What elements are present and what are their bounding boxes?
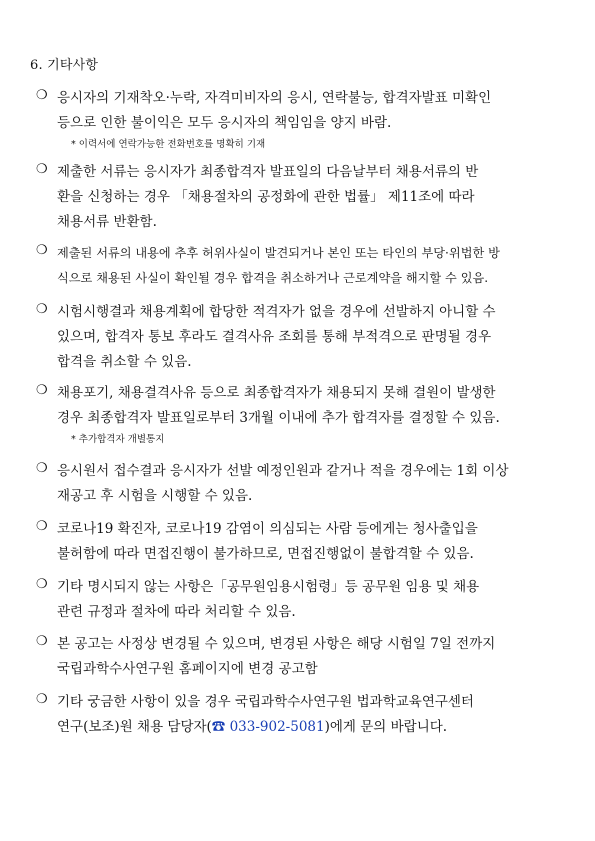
phone-icon: ☎ (211, 719, 226, 735)
circle-bullet-icon: ❍ (36, 519, 48, 534)
list-item (36, 459, 571, 509)
circle-bullet-icon: ❍ (36, 243, 48, 258)
contact-line (57, 715, 571, 740)
item-line: 코로나19 확진자, 코로나19 감염이 의심되는 사람 등에게는 청사출입을 (57, 521, 478, 537)
contact-phone: 033-902-5081 (225, 719, 325, 735)
circle-bullet-icon: ❍ (36, 577, 48, 592)
circle-bullet-icon: ❍ (36, 302, 48, 317)
item-line: 국립과학수사연구원 홈페이지에 변경 공고함 (57, 661, 318, 677)
section-title: 6. 기타사항 (30, 58, 99, 73)
item-line: 시험시행결과 채용계획에 합당한 적격자가 없을 경우에 선발하지 아니할 수 (57, 304, 496, 320)
item-line: 식으로 채용된 사실이 확인될 경우 합격을 취소하거나 근로계약을 해지할 수 있음. (57, 271, 489, 285)
item-line: 채용포기, 채용결격사유 등으로 최종합격자가 채용되지 못해 결원이 발생한 (57, 385, 496, 401)
item-line: 등으로 인한 불이익은 모두 응시자의 책임임을 양지 바람. (57, 115, 392, 131)
circle-bullet-icon: ❍ (36, 383, 48, 398)
item-line: 기타 명시되지 않는 사항은「공무원임용시험령」등 공무원 임용 및 채용 (57, 579, 480, 595)
list-item (36, 86, 571, 153)
item-line: 제출된 서류의 내용에 추후 허위사실이 발견되거나 본인 또는 타인의 부당·위법한 방 (57, 246, 500, 260)
circle-bullet-icon: ❍ (36, 88, 48, 103)
item-line: 응시자의 기재착오·누락, 자격미비자의 응시, 연락불능, 합격자발표 미확인 (57, 90, 492, 106)
item-line: 합격을 취소할 수 있음. (57, 354, 192, 370)
circle-bullet-icon: ❍ (36, 692, 48, 707)
circle-bullet-icon: ❍ (36, 461, 48, 476)
item-line: 제출한 서류는 응시자가 최종합격자 발표일의 다음날부터 채용서류의 반 (57, 164, 479, 180)
item-note: * 추가합격자 개별통지 (71, 434, 165, 445)
item-line: 경우 최종합격자 발표일로부터 3개월 이내에 추가 합격자를 결정할 수 있음. (57, 410, 500, 426)
list-item (36, 160, 571, 235)
contact-suffix: )에게 문의 바랍니다. (324, 719, 448, 735)
circle-bullet-icon: ❍ (36, 634, 48, 649)
item-line: 재공고 후 시험을 시행할 수 있음. (57, 488, 253, 504)
list-item (36, 381, 571, 448)
list-item (36, 575, 571, 625)
item-note: * 이력서에 연락가능한 전화번호를 명확히 기재 (71, 139, 266, 150)
item-line: 관련 규정과 절차에 따라 처리할 수 있음. (57, 604, 296, 620)
list-item (36, 690, 571, 740)
item-line: 있으며, 합격자 통보 후라도 결격사유 조회를 통해 부적격으로 판명될 경우 (57, 329, 492, 345)
circle-bullet-icon: ❍ (36, 162, 48, 177)
item-line: 환을 신청하는 경우 「채용절차의 공정화에 관한 법률」 제11조에 따라 (57, 189, 475, 205)
item-line: 불허함에 따라 면접진행이 불가하므로, 면접진행없이 불합격할 수 있음. (57, 546, 474, 562)
item-line: 본 공고는 사정상 변경될 수 있으며, 변경된 사항은 해당 시험일 7일 전까지 (57, 636, 496, 652)
contact-prefix: 연구(보조)원 채용 담당자( (57, 719, 212, 735)
list-item (36, 241, 571, 291)
item-line: 응시원서 접수결과 응시자가 선발 예정인원과 같거나 적을 경우에는 1회 이상 (57, 463, 509, 479)
list-item (36, 517, 571, 567)
item-line: 기타 궁금한 사항이 있을 경우 국립과학수사연구원 법과학교육연구센터 (57, 694, 474, 710)
list-item (36, 632, 571, 682)
item-line: 채용서류 반환함. (57, 214, 157, 230)
list-item (36, 300, 571, 375)
